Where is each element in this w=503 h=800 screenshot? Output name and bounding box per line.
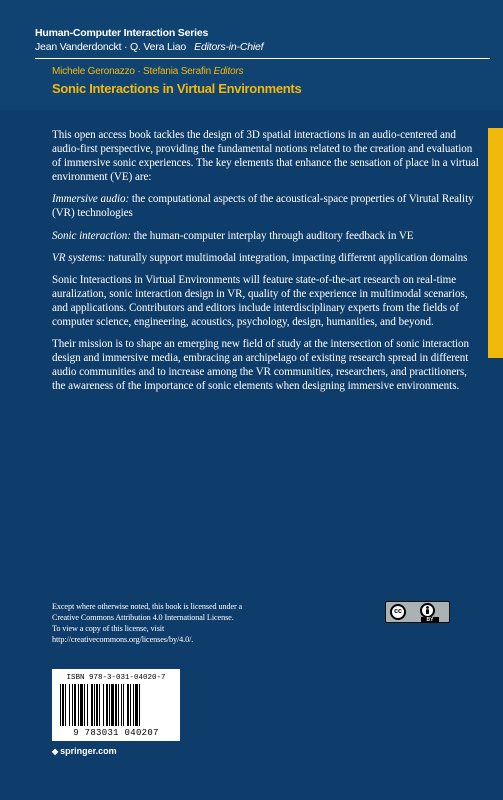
volume-editors (52, 66, 243, 77)
license-line: Creative Commons Attribution 4.0 International License. (52, 613, 234, 622)
blurb-item-term: VR systems: (52, 251, 106, 264)
chiefs-names: Jean Vanderdonckt · Q. Vera Liao (35, 41, 187, 53)
publisher-url[interactable]: springer.com (60, 746, 117, 756)
book-title: Sonic Interactions in Virtual Environments (52, 81, 302, 96)
back-cover-blurb (52, 128, 482, 402)
cc-by-badge (385, 601, 450, 623)
chiefs-role: Editors-in-Chief (194, 41, 264, 53)
editors-names: Michele Geronazzo · Stefania Serafin (52, 66, 211, 77)
barcode-bars (60, 684, 172, 726)
license-line: To view a copy of this license, visit (52, 624, 165, 633)
isbn-label: ISBN 978-3-031-04020-7 (66, 674, 166, 682)
attribution-person-icon (420, 603, 435, 618)
isbn-barcode (52, 669, 180, 741)
creative-commons-icon: cc (390, 604, 406, 620)
editors-role: Editors (213, 66, 244, 77)
barcode-digits: 9 783031 040207 (73, 728, 159, 738)
cover-header (0, 0, 503, 110)
blurb-item (52, 229, 482, 243)
by-label: BY (421, 617, 439, 623)
blurb-item-text: the computational aspects of the acoustical-space properties of Virutal Reality (VR) technologies (52, 193, 474, 220)
accent-bar (488, 128, 503, 358)
blurb-item-term: Immersive audio: (52, 193, 130, 206)
springer-horse-icon: ◆ (52, 747, 59, 756)
blurb-item (52, 192, 482, 220)
license-notice (52, 601, 352, 645)
blurb-paragraph: Sonic Interactions in Virtual Environments will feature state-of-the-art research on real-time auralization, sonic interaction design in VR, quality of the experience in multimodal scenarios, and applications. Contributors and editors include interdisciplinary experts from the fields of computer science, engineering, acoustics, psychology, design, humanities, and beyond. (52, 273, 468, 329)
series-title: Human-Computer Interaction Series (35, 27, 209, 39)
license-line: Except where otherwise noted, this book is licensed under a (52, 602, 243, 611)
blurb-paragraph: Their mission is to shape an emerging new field of study at the intersection of sonic interaction design and immersive media, embracing an archipelago of existing research spread in different audio communities and to increase among the VR communities, researchers, and practitioners, the awareness of the importance of sonic elements when designing immersive environments. (52, 338, 470, 393)
publisher-mark (52, 746, 117, 756)
editors-in-chief (35, 41, 263, 53)
blurb-item-text: naturally support multimodal integration, impacting different application domains (105, 251, 468, 264)
blurb-item-text: the human-computer interplay through auditory feedback in VE (130, 229, 414, 242)
license-url[interactable]: http://creativecommons.org/licenses/by/4.0/. (52, 635, 194, 644)
blurb-intro: This open access book tackles the design of 3D spatial interactions in an audio-centered and audio-first perspective, providing the fundamental notions related to the creation and evaluation of immersive sonic experiences. The key elements that enhance the sensation of place in a virtual environment (VE) are: (52, 129, 479, 184)
blurb-item (52, 251, 482, 265)
blurb-item-term: Sonic interaction: (52, 229, 131, 242)
header-divider (35, 58, 490, 59)
